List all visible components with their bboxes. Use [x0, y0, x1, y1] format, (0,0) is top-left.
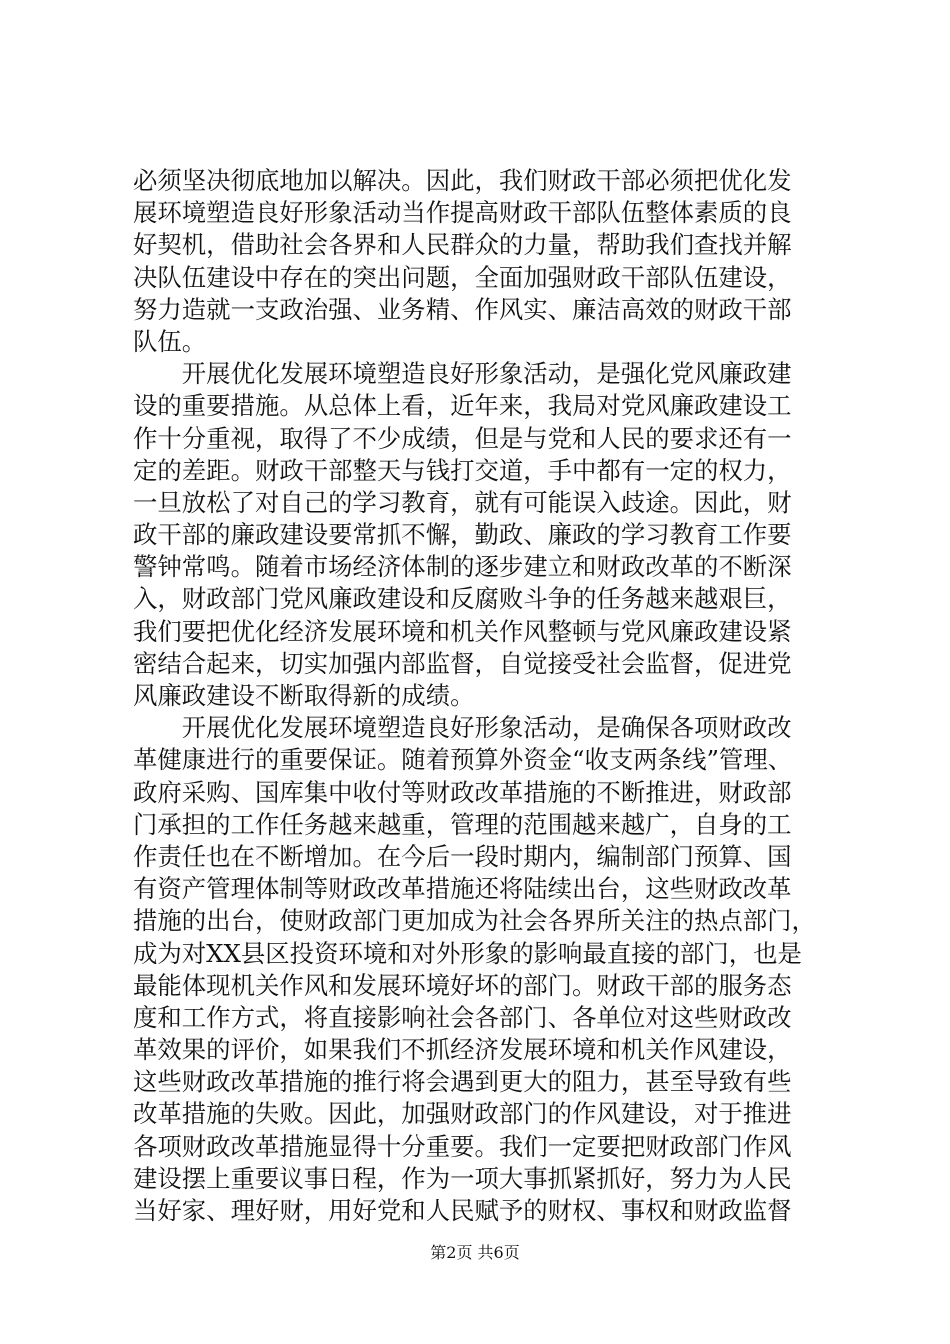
text-line: 决队伍建设中存在的突出问题，全面加强财政干部队伍建设，: [133, 262, 792, 292]
page-number-footer: 第2页 共6页: [430, 1243, 520, 1262]
text-line: 作十分重视，取得了不少成绩，但是与党和人民的要求还有一: [133, 423, 792, 453]
text-line: 最能体现机关作风和发展环境好坏的部门。财政干部的服务态: [133, 970, 792, 1000]
text-line: 我们要把优化经济发展环境和机关作风整顿与党风廉政建设紧: [133, 616, 792, 646]
document-body: [133, 165, 830, 1227]
text-line: 各项财政改革措施显得十分重要。我们一定要把财政部门作风: [133, 1131, 792, 1161]
text-line: 开展优化发展环境塑造良好形象活动，是强化党风廉政建: [133, 359, 792, 389]
text-line: 这些财政改革措施的推行将会遇到更大的阻力，甚至导致有些: [133, 1067, 792, 1097]
text-line: 一旦放松了对自己的学习教育，就有可能误入歧途。因此，财: [133, 487, 792, 517]
text-line: 警钟常鸣。随着市场经济体制的逐步建立和财政改革的不断深: [133, 552, 792, 582]
text-line: 作责任也在不断增加。在今后一段时期内，编制部门预算、国: [133, 841, 792, 871]
text-line: 改革措施的失败。因此，加强财政部门的作风建设，对于推进: [133, 1099, 792, 1129]
text-line: 建设摆上重要议事日程，作为一项大事抓紧抓好，努力为人民: [133, 1163, 792, 1193]
text-line: 开展优化发展环境塑造良好形象活动，是确保各项财政改: [133, 713, 792, 743]
text-line: 密结合起来，切实加强内部监督，自觉接受社会监督，促进党: [133, 648, 792, 678]
text-line: 努力造就一支政治强、业务精、作风实、廉洁高效的财政干部: [133, 294, 792, 324]
text-line: 定的差距。财政干部整天与钱打交道，手中都有一定的权力，: [133, 455, 792, 485]
text-line: 成为对XX县区投资环境和对外形象的影响最直接的部门，也是: [133, 938, 802, 968]
text-line: 政府采购、国库集中收付等财政改革措施的不断推进，财政部: [133, 777, 792, 807]
text-line: 革健康进行的重要保证。随着预算外资金“收支两条线”管理、: [133, 745, 793, 775]
text-line: 度和工作方式，将直接影响社会各部门、各单位对这些财政改: [133, 1002, 792, 1032]
text-line: 门承担的工作任务越来越重，管理的范围越来越广，自身的工: [133, 809, 792, 839]
text-line: 革效果的评价，如果我们不抓经济发展环境和机关作风建设，: [133, 1035, 792, 1065]
text-line: 队伍。: [133, 326, 207, 356]
text-line: 好契机，借助社会各界和人民群众的力量，帮助我们查找并解: [133, 230, 792, 260]
text-line: 措施的出台，使财政部门更加成为社会各界所关注的热点部门，: [133, 906, 816, 936]
text-line: 政干部的廉政建设要常抓不懈，勤政、廉政的学习教育工作要: [133, 520, 792, 550]
text-line: 入，财政部门党风廉政建设和反腐败斗争的任务越来越艰巨，: [133, 584, 792, 614]
text-line: 当好家、理好财，用好党和人民赋予的财权、事权和财政监督: [133, 1196, 792, 1225]
text-line: 必须坚决彻底地加以解决。因此，我们财政干部必须把优化发: [133, 166, 792, 195]
text-line: 展环境塑造良好形象活动当作提高财政干部队伍整体素质的良: [133, 198, 792, 228]
text-line: 有资产管理体制等财政改革措施还将陆续出台，这些财政改革: [133, 874, 792, 904]
text-line: 设的重要措施。从总体上看，近年来，我局对党风廉政建设工: [133, 391, 792, 421]
text-line: 风廉政建设不断取得新的成绩。: [133, 681, 475, 710]
